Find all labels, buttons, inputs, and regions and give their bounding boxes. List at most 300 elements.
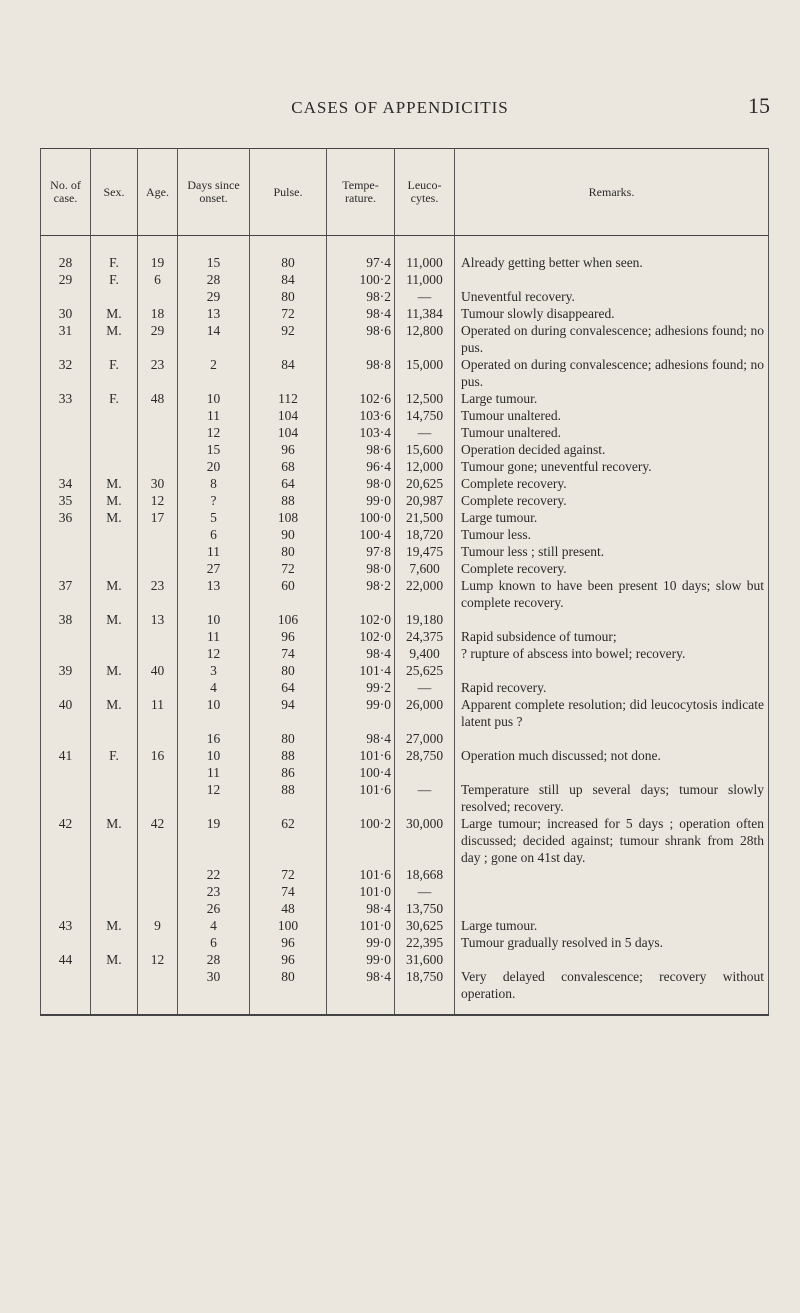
- table-row: [41, 424, 769, 441]
- sex-cell: M.: [91, 951, 138, 968]
- page-number: 15: [748, 93, 770, 118]
- age-cell: [138, 441, 178, 458]
- leucocytes-cell: 18,750: [395, 968, 455, 1015]
- days-cell: 8: [178, 475, 250, 492]
- sex-cell: M.: [91, 696, 138, 730]
- pulse-cell: 94: [250, 696, 327, 730]
- table-row: [41, 764, 769, 781]
- leucocytes-cell: 20,987: [395, 492, 455, 509]
- sex-cell: [91, 458, 138, 475]
- leucocytes-cell: 30,625: [395, 917, 455, 934]
- pulse-cell: 80: [250, 662, 327, 679]
- sex-cell: M.: [91, 492, 138, 509]
- remarks-cell: Operation decided against.: [455, 441, 769, 458]
- remarks-cell: [455, 611, 769, 628]
- column-header: Age.: [138, 149, 178, 236]
- case-number: 38: [41, 611, 91, 628]
- sex-cell: M.: [91, 611, 138, 628]
- pulse-cell: 80: [250, 730, 327, 747]
- sex-cell: [91, 407, 138, 424]
- pulse-cell: 104: [250, 407, 327, 424]
- remarks-cell: Already getting better when seen.: [455, 236, 769, 272]
- days-cell: 5: [178, 509, 250, 526]
- remarks-cell: Tumour unaltered.: [455, 424, 769, 441]
- temperature-cell: 98·4: [327, 730, 395, 747]
- remarks-cell: Large tumour.: [455, 390, 769, 407]
- pulse-cell: 88: [250, 747, 327, 764]
- temperature-cell: 103·4: [327, 424, 395, 441]
- table-row: [41, 662, 769, 679]
- temperature-cell: 101·6: [327, 781, 395, 815]
- column-header: Remarks.: [455, 149, 769, 236]
- pulse-cell: 72: [250, 305, 327, 322]
- leucocytes-cell: 27,000: [395, 730, 455, 747]
- leucocytes-cell: —: [395, 424, 455, 441]
- case-number: 29: [41, 271, 91, 288]
- leucocytes-cell: 12,800: [395, 322, 455, 356]
- remarks-cell: Tumour less.: [455, 526, 769, 543]
- case-table: [40, 148, 769, 1016]
- leucocytes-cell: 14,750: [395, 407, 455, 424]
- case-number: [41, 526, 91, 543]
- column-header: Sex.: [91, 149, 138, 236]
- sex-cell: F.: [91, 390, 138, 407]
- sex-cell: [91, 730, 138, 747]
- pulse-cell: 80: [250, 968, 327, 1015]
- table-row: [41, 815, 769, 866]
- pulse-cell: 96: [250, 628, 327, 645]
- remarks-cell: Lump known to have been present 10 days; slow but complete recovery.: [455, 577, 769, 611]
- table-row: [41, 271, 769, 288]
- pulse-cell: 60: [250, 577, 327, 611]
- age-cell: [138, 866, 178, 883]
- age-cell: 11: [138, 696, 178, 730]
- days-cell: 11: [178, 628, 250, 645]
- case-number: [41, 424, 91, 441]
- remarks-cell: Large tumour.: [455, 509, 769, 526]
- days-cell: 4: [178, 917, 250, 934]
- pulse-cell: 72: [250, 560, 327, 577]
- table-row: [41, 492, 769, 509]
- days-cell: 11: [178, 764, 250, 781]
- table-row: [41, 883, 769, 900]
- leucocytes-cell: 21,500: [395, 509, 455, 526]
- case-number: [41, 866, 91, 883]
- sex-cell: [91, 543, 138, 560]
- remarks-cell: Very delayed convalescence; recovery without operation.: [455, 968, 769, 1015]
- pulse-cell: 104: [250, 424, 327, 441]
- days-cell: 13: [178, 577, 250, 611]
- sex-cell: [91, 866, 138, 883]
- days-cell: 13: [178, 305, 250, 322]
- temperature-cell: 99·0: [327, 696, 395, 730]
- remarks-cell: Temperature still up several days; tumour slowly resolved; recovery.: [455, 781, 769, 815]
- temperature-cell: 98·4: [327, 645, 395, 662]
- leucocytes-cell: 15,000: [395, 356, 455, 390]
- age-cell: [138, 934, 178, 951]
- column-header: Leuco-cytes.: [395, 149, 455, 236]
- sex-cell: [91, 968, 138, 1015]
- case-number: [41, 679, 91, 696]
- temperature-cell: 98·4: [327, 968, 395, 1015]
- temperature-cell: 102·6: [327, 390, 395, 407]
- table-row: [41, 475, 769, 492]
- table-body: [41, 236, 769, 1016]
- leucocytes-cell: 12,500: [395, 390, 455, 407]
- days-cell: 28: [178, 271, 250, 288]
- table-row: [41, 951, 769, 968]
- pulse-cell: 74: [250, 645, 327, 662]
- remarks-cell: [455, 730, 769, 747]
- table-row: [41, 407, 769, 424]
- age-cell: 48: [138, 390, 178, 407]
- pulse-cell: 84: [250, 271, 327, 288]
- sex-cell: [91, 781, 138, 815]
- days-cell: 6: [178, 526, 250, 543]
- days-cell: 28: [178, 951, 250, 968]
- age-cell: 17: [138, 509, 178, 526]
- column-header: Days since onset.: [178, 149, 250, 236]
- sex-cell: M.: [91, 577, 138, 611]
- age-cell: 30: [138, 475, 178, 492]
- table-row: [41, 679, 769, 696]
- table-row: [41, 236, 769, 272]
- days-cell: 19: [178, 815, 250, 866]
- table-row: [41, 441, 769, 458]
- sex-cell: [91, 288, 138, 305]
- age-cell: 23: [138, 356, 178, 390]
- temperature-cell: 96·4: [327, 458, 395, 475]
- age-cell: 23: [138, 577, 178, 611]
- running-head: CASES OF APPENDICITIS: [291, 98, 509, 117]
- pulse-cell: 96: [250, 934, 327, 951]
- temperature-cell: 98·6: [327, 441, 395, 458]
- days-cell: 20: [178, 458, 250, 475]
- case-number: 36: [41, 509, 91, 526]
- pulse-cell: 80: [250, 543, 327, 560]
- leucocytes-cell: 30,000: [395, 815, 455, 866]
- table-header-row: [41, 149, 769, 236]
- table-row: [41, 356, 769, 390]
- temperature-cell: 99·0: [327, 492, 395, 509]
- table-row: [41, 747, 769, 764]
- days-cell: 3: [178, 662, 250, 679]
- days-cell: 10: [178, 611, 250, 628]
- case-number: 32: [41, 356, 91, 390]
- pulse-cell: 48: [250, 900, 327, 917]
- sex-cell: F.: [91, 236, 138, 272]
- pulse-cell: 68: [250, 458, 327, 475]
- remarks-cell: Tumour unaltered.: [455, 407, 769, 424]
- temperature-cell: 98·2: [327, 288, 395, 305]
- temperature-cell: 101·6: [327, 747, 395, 764]
- leucocytes-cell: 11,000: [395, 236, 455, 272]
- days-cell: ?: [178, 492, 250, 509]
- remarks-cell: Tumour gone; uneventful recovery.: [455, 458, 769, 475]
- temperature-cell: 98·6: [327, 322, 395, 356]
- days-cell: 29: [178, 288, 250, 305]
- temperature-cell: 98·8: [327, 356, 395, 390]
- table-row: [41, 611, 769, 628]
- pulse-cell: 88: [250, 781, 327, 815]
- pulse-cell: 80: [250, 236, 327, 272]
- leucocytes-cell: 22,395: [395, 934, 455, 951]
- temperature-cell: 97·8: [327, 543, 395, 560]
- sex-cell: [91, 424, 138, 441]
- age-cell: 9: [138, 917, 178, 934]
- days-cell: 11: [178, 543, 250, 560]
- table-row: [41, 458, 769, 475]
- case-number: [41, 407, 91, 424]
- pulse-cell: 108: [250, 509, 327, 526]
- sex-cell: M.: [91, 475, 138, 492]
- remarks-cell: [455, 662, 769, 679]
- table-row: [41, 968, 769, 1015]
- age-cell: 29: [138, 322, 178, 356]
- age-cell: [138, 288, 178, 305]
- remarks-cell: Rapid subsidence of tumour;: [455, 628, 769, 645]
- age-cell: [138, 781, 178, 815]
- case-number: [41, 441, 91, 458]
- leucocytes-cell: 12,000: [395, 458, 455, 475]
- remarks-cell: [455, 883, 769, 900]
- days-cell: 16: [178, 730, 250, 747]
- sex-cell: M.: [91, 815, 138, 866]
- leucocytes-cell: 28,750: [395, 747, 455, 764]
- age-cell: 40: [138, 662, 178, 679]
- remarks-cell: Complete recovery.: [455, 492, 769, 509]
- age-cell: 13: [138, 611, 178, 628]
- table-row: [41, 917, 769, 934]
- leucocytes-cell: [395, 764, 455, 781]
- sex-cell: M.: [91, 305, 138, 322]
- remarks-cell: Tumour gradually resolved in 5 days.: [455, 934, 769, 951]
- remarks-cell: Operated on during convalescence; adhesions found; no pus.: [455, 356, 769, 390]
- age-cell: [138, 679, 178, 696]
- days-cell: 26: [178, 900, 250, 917]
- days-cell: 22: [178, 866, 250, 883]
- age-cell: [138, 764, 178, 781]
- case-number: 43: [41, 917, 91, 934]
- case-number: [41, 730, 91, 747]
- leucocytes-cell: 19,475: [395, 543, 455, 560]
- days-cell: 27: [178, 560, 250, 577]
- table-row: [41, 730, 769, 747]
- case-number: [41, 883, 91, 900]
- days-cell: 15: [178, 441, 250, 458]
- age-cell: 19: [138, 236, 178, 272]
- pulse-cell: 84: [250, 356, 327, 390]
- temperature-cell: 99·0: [327, 934, 395, 951]
- case-number: 30: [41, 305, 91, 322]
- case-number: [41, 560, 91, 577]
- case-number: 42: [41, 815, 91, 866]
- age-cell: 12: [138, 492, 178, 509]
- temperature-cell: 103·6: [327, 407, 395, 424]
- age-cell: [138, 645, 178, 662]
- case-number: 28: [41, 236, 91, 272]
- pulse-cell: 64: [250, 475, 327, 492]
- leucocytes-cell: 25,625: [395, 662, 455, 679]
- temperature-cell: 100·2: [327, 271, 395, 288]
- remarks-cell: Operated on during convalescence; adhesions found; no pus.: [455, 322, 769, 356]
- remarks-cell: [455, 764, 769, 781]
- leucocytes-cell: —: [395, 781, 455, 815]
- case-number: [41, 781, 91, 815]
- remarks-cell: Complete recovery.: [455, 475, 769, 492]
- case-number: 40: [41, 696, 91, 730]
- table-row: [41, 543, 769, 560]
- age-cell: [138, 407, 178, 424]
- case-number: 34: [41, 475, 91, 492]
- sex-cell: M.: [91, 662, 138, 679]
- case-number: 31: [41, 322, 91, 356]
- leucocytes-cell: 9,400: [395, 645, 455, 662]
- temperature-cell: 100·4: [327, 526, 395, 543]
- case-number: [41, 900, 91, 917]
- temperature-cell: 98·2: [327, 577, 395, 611]
- pulse-cell: 96: [250, 441, 327, 458]
- sex-cell: F.: [91, 356, 138, 390]
- sex-cell: M.: [91, 322, 138, 356]
- remarks-cell: Complete recovery.: [455, 560, 769, 577]
- leucocytes-cell: —: [395, 883, 455, 900]
- case-number: 35: [41, 492, 91, 509]
- age-cell: [138, 526, 178, 543]
- remarks-cell: Rapid recovery.: [455, 679, 769, 696]
- age-cell: 18: [138, 305, 178, 322]
- sex-cell: [91, 628, 138, 645]
- days-cell: 12: [178, 424, 250, 441]
- temperature-cell: 100·2: [327, 815, 395, 866]
- table-row: [41, 560, 769, 577]
- age-cell: [138, 424, 178, 441]
- age-cell: [138, 730, 178, 747]
- days-cell: 11: [178, 407, 250, 424]
- case-number: [41, 764, 91, 781]
- temperature-cell: 100·0: [327, 509, 395, 526]
- remarks-cell: Tumour less ; still present.: [455, 543, 769, 560]
- remarks-cell: Large tumour; increased for 5 days ; operation often discussed; decided against; tumour shrank from 28th day ; gone on 41st day.: [455, 815, 769, 866]
- column-header: No. of case.: [41, 149, 91, 236]
- case-number: [41, 288, 91, 305]
- table-row: [41, 288, 769, 305]
- temperature-cell: 102·0: [327, 628, 395, 645]
- leucocytes-cell: 18,720: [395, 526, 455, 543]
- remarks-cell: Operation much discussed; not done.: [455, 747, 769, 764]
- temperature-cell: 98·0: [327, 475, 395, 492]
- days-cell: 4: [178, 679, 250, 696]
- sex-cell: [91, 560, 138, 577]
- remarks-cell: Tumour slowly disappeared.: [455, 305, 769, 322]
- table-row: [41, 934, 769, 951]
- leucocytes-cell: 19,180: [395, 611, 455, 628]
- case-number: [41, 645, 91, 662]
- leucocytes-cell: 13,750: [395, 900, 455, 917]
- pulse-cell: 112: [250, 390, 327, 407]
- table-row: [41, 390, 769, 407]
- leucocytes-cell: 20,625: [395, 475, 455, 492]
- leucocytes-cell: 15,600: [395, 441, 455, 458]
- pulse-cell: 88: [250, 492, 327, 509]
- pulse-cell: 92: [250, 322, 327, 356]
- remarks-cell: [455, 271, 769, 288]
- leucocytes-cell: 26,000: [395, 696, 455, 730]
- sex-cell: [91, 764, 138, 781]
- temperature-cell: 99·0: [327, 951, 395, 968]
- days-cell: 10: [178, 390, 250, 407]
- case-number: 41: [41, 747, 91, 764]
- sex-cell: M.: [91, 917, 138, 934]
- days-cell: 10: [178, 747, 250, 764]
- leucocytes-cell: 11,384: [395, 305, 455, 322]
- remarks-cell: Large tumour.: [455, 917, 769, 934]
- age-cell: 16: [138, 747, 178, 764]
- pulse-cell: 62: [250, 815, 327, 866]
- sex-cell: [91, 883, 138, 900]
- age-cell: [138, 543, 178, 560]
- temperature-cell: 101·6: [327, 866, 395, 883]
- sex-cell: [91, 934, 138, 951]
- temperature-cell: 98·0: [327, 560, 395, 577]
- pulse-cell: 80: [250, 288, 327, 305]
- age-cell: [138, 628, 178, 645]
- leucocytes-cell: 22,000: [395, 577, 455, 611]
- sex-cell: F.: [91, 271, 138, 288]
- pulse-cell: 64: [250, 679, 327, 696]
- case-number: 37: [41, 577, 91, 611]
- age-cell: [138, 883, 178, 900]
- sex-cell: F.: [91, 747, 138, 764]
- temperature-cell: 98·4: [327, 900, 395, 917]
- temperature-cell: 101·0: [327, 883, 395, 900]
- table-row: [41, 305, 769, 322]
- case-number: [41, 934, 91, 951]
- table-row: [41, 696, 769, 730]
- age-cell: [138, 560, 178, 577]
- age-cell: 12: [138, 951, 178, 968]
- column-header: Tempe-rature.: [327, 149, 395, 236]
- table-row: [41, 577, 769, 611]
- temperature-cell: 100·4: [327, 764, 395, 781]
- remarks-cell: Uneventful recovery.: [455, 288, 769, 305]
- age-cell: 6: [138, 271, 178, 288]
- days-cell: 23: [178, 883, 250, 900]
- temperature-cell: 101·0: [327, 917, 395, 934]
- leucocytes-cell: 11,000: [395, 271, 455, 288]
- sex-cell: [91, 526, 138, 543]
- days-cell: 10: [178, 696, 250, 730]
- remarks-cell: [455, 951, 769, 968]
- case-number: [41, 628, 91, 645]
- leucocytes-cell: —: [395, 288, 455, 305]
- days-cell: 14: [178, 322, 250, 356]
- case-number: 39: [41, 662, 91, 679]
- sex-cell: [91, 679, 138, 696]
- sex-cell: M.: [91, 509, 138, 526]
- temperature-cell: 102·0: [327, 611, 395, 628]
- temperature-cell: 101·4: [327, 662, 395, 679]
- pulse-cell: 106: [250, 611, 327, 628]
- table-row: [41, 509, 769, 526]
- table-row: [41, 900, 769, 917]
- pulse-cell: 72: [250, 866, 327, 883]
- remarks-cell: Apparent complete resolution; did leucocytosis indicate latent pus ?: [455, 696, 769, 730]
- column-header: Pulse.: [250, 149, 327, 236]
- days-cell: 15: [178, 236, 250, 272]
- remarks-cell: ? rupture of abscess into bowel; recovery.: [455, 645, 769, 662]
- sex-cell: [91, 645, 138, 662]
